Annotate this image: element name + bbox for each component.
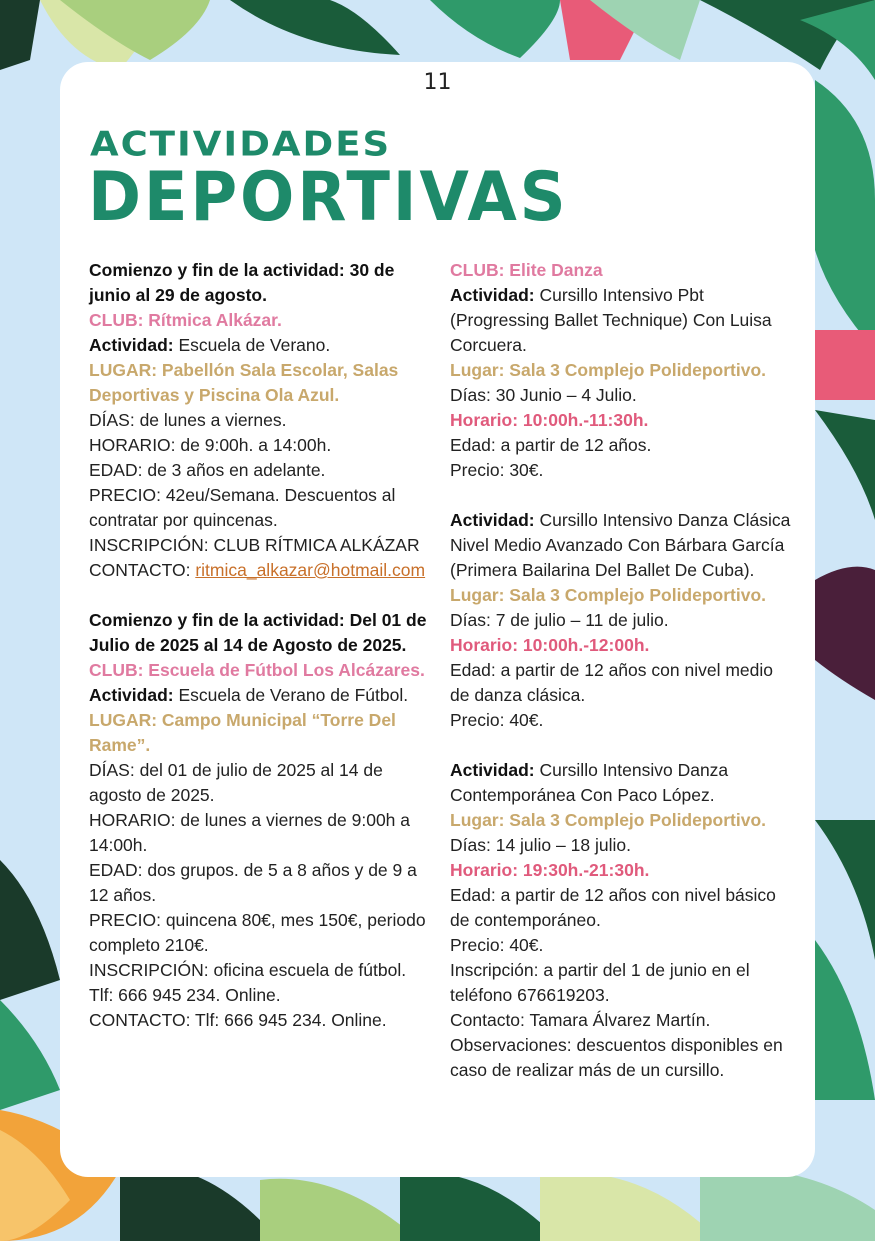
left-column <box>89 258 429 1033</box>
block1-club: CLUB: Rítmica Alkázar. <box>89 310 282 330</box>
actividad-text: Cursillo Intensivo Pbt (Progressing Ballet Technique) Con Luisa Corcuera. <box>450 285 772 355</box>
act2-edad: Edad: a partir de 12 años con nivel medio de danza clásica. <box>450 660 773 705</box>
act3-contacto: Contacto: Tamara Álvarez Martín. <box>450 1010 711 1030</box>
act3-lugar: Lugar: Sala 3 Complejo Polideportivo. <box>450 810 767 830</box>
block1-precio: PRECIO: 42eu/Semana. Descuentos al contratar por quincenas. <box>89 485 396 530</box>
actividad-text: Escuela de Verano. <box>173 335 331 355</box>
block2-contacto: CONTACTO: Tlf: 666 945 234. Online. <box>89 1010 387 1030</box>
title-line-2: DEPORTIVAS <box>88 158 569 237</box>
act1-actividad <box>450 283 795 358</box>
block2-dates: Comienzo y fin de la actividad: Del 01 de Julio de 2025 al 14 de Agosto de 2025. <box>89 610 427 655</box>
block1-contacto <box>89 558 429 583</box>
spacer <box>450 733 795 758</box>
block2-dias: DÍAS: del 01 de julio de 2025 al 14 de agosto de 2025. <box>89 760 383 805</box>
page-number: 11 <box>423 70 452 95</box>
act3-observaciones: Observaciones: descuentos disponibles en caso de realizar más de un cursillo. <box>450 1035 783 1080</box>
act3-horario: Horario: 19:30h.-21:30h. <box>450 860 650 880</box>
club-elite-danza: CLUB: Elite Danza <box>450 260 603 280</box>
act2-lugar: Lugar: Sala 3 Complejo Polideportivo. <box>450 585 767 605</box>
actividad-label: Actividad: <box>89 335 174 355</box>
actividad-text: Cursillo Intensivo Danza Contemporánea Con Paco López. <box>450 760 729 805</box>
actividad-label: Actividad: <box>450 760 535 780</box>
actividad-text: Cursillo Intensivo Danza Clásica Nivel Medio Avanzado Con Bárbara García (Primera Bailarina Del Ballet De Cuba). <box>450 510 791 580</box>
block2-precio: PRECIO: quincena 80€, mes 150€, periodo completo 210€. <box>89 910 426 955</box>
block1-dias: DÍAS: de lunes a viernes. <box>89 410 287 430</box>
act1-precio: Precio: 30€. <box>450 460 544 480</box>
block1-inscripcion: INSCRIPCIÓN: CLUB RÍTMICA ALKÁZAR <box>89 535 420 555</box>
act3-precio: Precio: 40€. <box>450 935 544 955</box>
act3-edad: Edad: a partir de 12 años con nivel básico de contemporáneo. <box>450 885 776 930</box>
title-line-1: ACTIVIDADES <box>90 124 392 164</box>
contacto-label: CONTACTO: <box>89 560 196 580</box>
act1-horario: Horario: 10:00h.-11:30h. <box>450 410 649 430</box>
content-card <box>60 62 815 1177</box>
spacer <box>89 583 429 608</box>
act2-precio: Precio: 40€. <box>450 710 544 730</box>
block1-dates: Comienzo y fin de la actividad: 30 de junio al 29 de agosto. <box>89 260 395 305</box>
act1-dias: Días: 30 Junio – 4 Julio. <box>450 385 637 405</box>
actividad-text: Escuela de Verano de Fútbol. <box>173 685 409 705</box>
act2-horario: Horario: 10:00h.-12:00h. <box>450 635 650 655</box>
contact-email-link[interactable]: ritmica_alkazar@hotmail.com <box>195 560 426 580</box>
block2-edad: EDAD: dos grupos. de 5 a 8 años y de 9 a 12 años. <box>89 860 417 905</box>
block2-club: CLUB: Escuela de Fútbol Los Alcázares. <box>89 660 425 680</box>
block2-inscripcion: INSCRIPCIÓN: oficina escuela de fútbol. Tlf: 666 945 234. Online. <box>89 960 407 1005</box>
actividad-label: Actividad: <box>450 285 535 305</box>
act2-actividad <box>450 508 795 583</box>
actividad-label: Actividad: <box>450 510 535 530</box>
block1-edad: EDAD: de 3 años en adelante. <box>89 460 326 480</box>
block1-horario: HORARIO: de 9:00h. a 14:00h. <box>89 435 332 455</box>
block2-lugar: LUGAR: Campo Municipal “Torre Del Rame”. <box>89 710 396 755</box>
act3-actividad <box>450 758 795 808</box>
block2-actividad <box>89 683 429 708</box>
spacer <box>450 483 795 508</box>
block1-lugar: LUGAR: Pabellón Sala Escolar, Salas Deportivas y Piscina Ola Azul. <box>89 360 399 405</box>
act3-inscripcion: Inscripción: a partir del 1 de junio en el teléfono 676619203. <box>450 960 750 1005</box>
act3-dias: Días: 14 julio – 18 julio. <box>450 835 631 855</box>
block1-actividad <box>89 333 429 358</box>
actividad-label: Actividad: <box>89 685 174 705</box>
right-column <box>450 258 795 1083</box>
act2-dias: Días: 7 de julio – 11 de julio. <box>450 610 669 630</box>
act1-lugar: Lugar: Sala 3 Complejo Polideportivo. <box>450 360 767 380</box>
act1-edad: Edad: a partir de 12 años. <box>450 435 652 455</box>
block2-horario: HORARIO: de lunes a viernes de 9:00h a 14:00h. <box>89 810 411 855</box>
